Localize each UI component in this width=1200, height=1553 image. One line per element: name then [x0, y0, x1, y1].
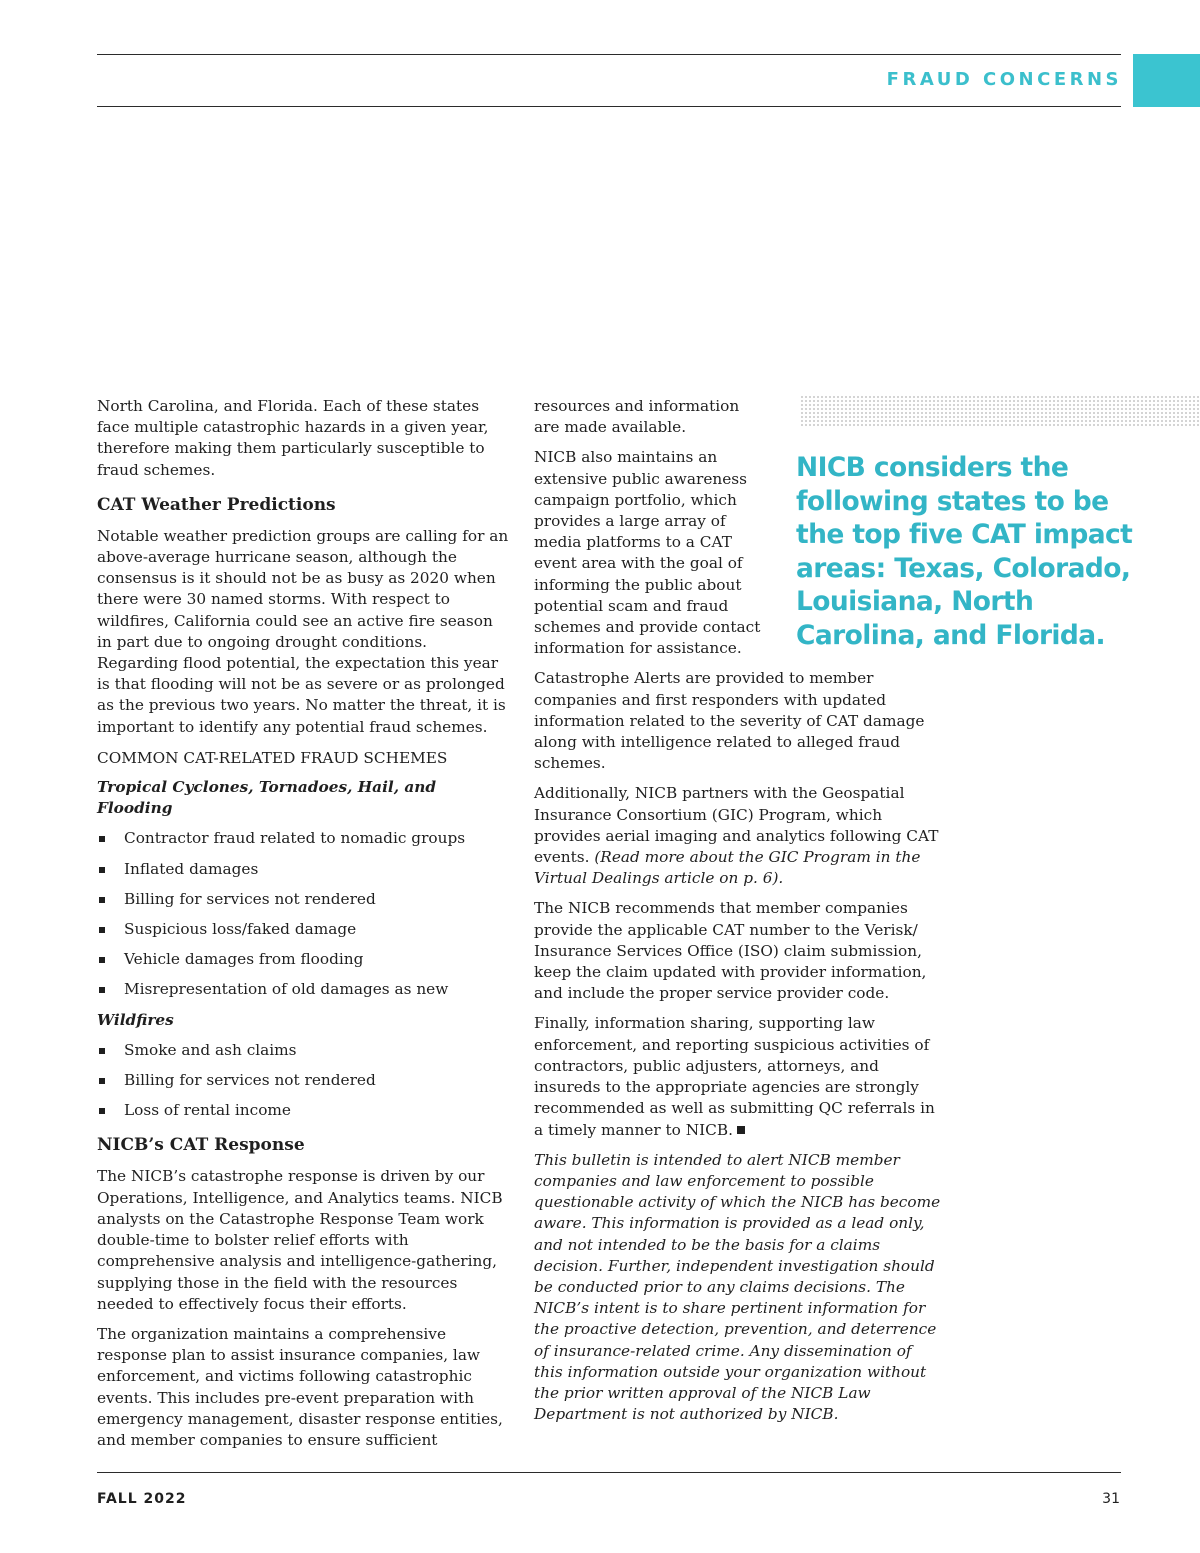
intro-paragraph: North Carolina, and Florida. Each of these states face multiple catastrophic hazards in a given year, therefore making them particularly susceptible to fraud schemes. — [97, 397, 489, 479]
finally-text: Finally, information sharing, supporting law enforcement, and reporting suspicious activities of contractors, public adjusters, attorneys, and insureds to the appropriate agencies are strongly recommended as well as submitting QC referrals in a timely manner to NICB. — [534, 1014, 935, 1139]
end-mark-icon — [737, 1126, 745, 1134]
subhead-tropical: Tropical Cyclones, Tornadoes, Hail, and Flooding — [97, 778, 437, 818]
subhead-wildfires: Wildfires — [97, 1010, 174, 1029]
response-paragraph-2: The organization maintains a comprehensive response plan to assist insurance companies, law enforcement, and victims following catastrophic events. This includes pre-event preparation with emergency management, disaster response entities, and member companies to ensure sufficient — [97, 1324, 503, 1449]
list-item: Loss of rental income — [97, 1100, 511, 1121]
page-number: 31 — [1102, 1491, 1120, 1507]
heading-response: NICB’s CAT Response — [97, 1135, 305, 1156]
column-left — [97, 396, 511, 1460]
gic-reference: (Read more about the GIC Program in the Virtual Dealings article on p. 6). — [534, 848, 921, 888]
gic-paragraph — [534, 783, 942, 889]
list-item: Inflated damages — [97, 859, 511, 880]
issue-label: FALL 2022 — [97, 1491, 187, 1507]
disclaimer-paragraph: This bulletin is intended to alert NICB member companies and law enforcement to possible questionable activity of which the NICB has become aware. This information is provided as a lead only, and not intended to be the basis for a claims decision. Further, independent investigation should be conducted prior to any claims decisions. The NICB’s intent is to share pertinent information for the proactive detection, prevention, and deterrence of insurance-related crime. Any dissemination of this information outside your organization without the prior written approval of the NICB Law Department is not authorized by NICB. — [534, 1150, 941, 1424]
list-item: Vehicle damages from flooding — [97, 949, 511, 970]
continued-paragraph: resources and information are made available. — [534, 397, 740, 437]
alerts-paragraph: Catastrophe Alerts are provided to member companies and first responders with updated information related to the severity of CAT damage along with intelligence related to alleged fraud schemes. — [534, 669, 925, 773]
list-item: Misrepresentation of old damages as new — [97, 979, 511, 1000]
tropical-list — [97, 828, 511, 1000]
finally-paragraph — [534, 1013, 942, 1140]
list-item: Suspicious loss/faked damage — [97, 919, 511, 940]
response-paragraph-1: The NICB’s catastrophe response is driven by our Operations, Intelligence, and Analytics teams. NICB analysts on the Catastrophe Response Team work double-time to bolster relief efforts with comprehensive analysis and intelligence-gathering, supplying those in the field with the resources needed to effectively focus their efforts. — [97, 1167, 503, 1313]
wildfire-list — [97, 1040, 511, 1122]
schemes-title: COMMON CAT-RELATED FRAUD SCHEMES — [97, 748, 448, 767]
weather-paragraph: Notable weather prediction groups are calling for an above-average hurricane season, although the consensus is it should not be as busy as 2020 when there were 30 named storms. With respect to wildfires, California could see an active fire season in part due to ongoing drought conditions. Regarding flood potential, the expectation this year is that flooding will not be as severe or as prolonged as the previous two years. No matter the threat, it is important to identify any potential fraud schemes. — [97, 526, 509, 736]
header-bottom-rule — [97, 106, 1121, 107]
awareness-paragraph: NICB also maintains an extensive public awareness campaign portfolio, which provides a large array of media platforms to a CAT event area with the goal of informing the public about potential scam and fraud schemes and provide contact information for assistance. — [534, 448, 761, 658]
section-label: FRAUD CONCERNS — [886, 69, 1122, 90]
dot-pattern — [800, 395, 1200, 427]
header-top-rule — [97, 54, 1121, 55]
pull-quote: NICB considers the following states to be the top five CAT impact areas: Texas, Colorado, Louisiana, North Carolina, and Florida. — [796, 452, 1133, 651]
section-tab — [1133, 54, 1200, 107]
recommend-paragraph: The NICB recommends that member companies provide the applicable CAT number to the Verisk/ Insurance Services Office (ISO) claim submission, keep the claim updated with provider information, and include the proper service provider code. — [534, 899, 927, 1003]
heading-weather: CAT Weather Predictions — [97, 494, 336, 515]
gic-text: Additionally, NICB partners with the Geospatial Insurance Consortium (GIC) Program, which provides aerial imaging and analytics following CAT events. — [534, 784, 939, 867]
list-item: Contractor fraud related to nomadic groups — [97, 828, 511, 849]
list-item: Billing for services not rendered — [97, 889, 511, 910]
list-item: Billing for services not rendered — [97, 1070, 511, 1091]
list-item: Smoke and ash claims — [97, 1040, 511, 1061]
footer-rule — [97, 1472, 1121, 1473]
